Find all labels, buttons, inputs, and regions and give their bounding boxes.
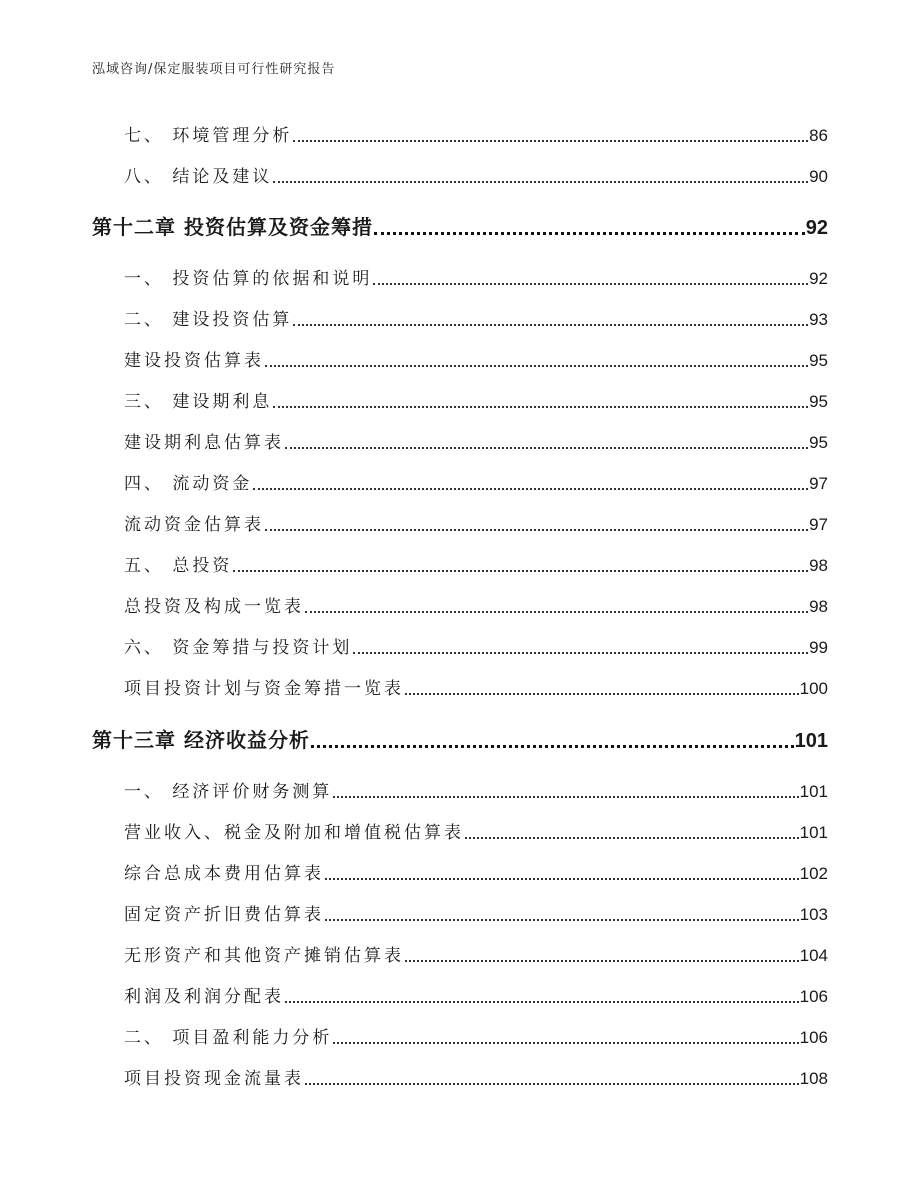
toc-leader-dots: [265, 528, 808, 531]
toc-entry-page: 95: [809, 392, 828, 411]
toc-entry-title: 七、 环境管理分析: [124, 126, 293, 146]
toc-entry-page: 103: [799, 905, 828, 924]
toc-leader-dots: [293, 323, 808, 326]
toc-leader-dots: [333, 795, 798, 798]
toc-entry-title: 三、 建设期利息: [124, 392, 273, 412]
toc-leader-dots: [285, 446, 808, 449]
toc-entry[interactable]: [124, 165, 828, 187]
toc-leader-dots: [325, 877, 799, 880]
toc-leader-dots: [273, 405, 808, 408]
toc-chapter-entry[interactable]: [92, 727, 828, 753]
toc-leader-dots: [253, 487, 808, 490]
toc-entry-title: 固定资产折旧费估算表: [124, 905, 324, 925]
toc-entry[interactable]: [124, 513, 828, 535]
toc-leader-dots: [293, 139, 808, 142]
toc-entry[interactable]: [124, 944, 828, 966]
toc-leader-dots: [325, 918, 799, 921]
toc-entry-page: 104: [799, 946, 828, 965]
toc-entry-page: 102: [799, 864, 828, 883]
toc-entry-page: 98: [809, 556, 828, 575]
toc-entry[interactable]: [124, 308, 828, 330]
toc-entry[interactable]: [124, 677, 828, 699]
toc-leader-dots: [405, 692, 799, 695]
toc-entry[interactable]: [124, 821, 828, 843]
toc-entry-title: 流动资金估算表: [124, 515, 264, 535]
page-header: 泓域咨询/保定服装项目可行性研究报告: [92, 62, 336, 77]
toc-entry-title: 一、 投资估算的依据和说明: [124, 269, 373, 289]
toc-chapter-entry[interactable]: [92, 214, 828, 240]
toc-entry-page: 95: [809, 351, 828, 370]
toc-leader-dots: [405, 959, 799, 962]
toc-entry-title: 第十三章 经济收益分析: [92, 728, 310, 752]
toc-entry-page: 90: [809, 167, 828, 186]
toc-entry-page: 101: [794, 730, 828, 752]
toc-entry[interactable]: [124, 985, 828, 1007]
toc-entry-page: 92: [805, 217, 828, 239]
toc-entry-page: 98: [809, 597, 828, 616]
toc-entry-title: 无形资产和其他资产摊销估算表: [124, 946, 404, 966]
toc-entry[interactable]: [124, 636, 828, 658]
toc-entry-title: 二、 项目盈利能力分析: [124, 1028, 333, 1048]
toc-entry-page: 108: [799, 1069, 828, 1088]
toc-entry-title: 项目投资现金流量表: [124, 1069, 304, 1089]
toc-entry-page: 99: [809, 638, 828, 657]
toc-entry[interactable]: [124, 431, 828, 453]
toc-leader-dots: [465, 836, 799, 839]
toc-leader-dots: [374, 231, 805, 235]
toc-entry-title: 一、 经济评价财务测算: [124, 782, 333, 802]
toc-leader-dots: [273, 180, 808, 183]
toc-entry-title: 利润及利润分配表: [124, 987, 284, 1007]
toc-entry-title: 建设期利息估算表: [124, 433, 284, 453]
toc-entry[interactable]: [124, 1026, 828, 1048]
toc-entry-title: 总投资及构成一览表: [124, 597, 304, 617]
toc-entry[interactable]: [124, 267, 828, 289]
toc-leader-dots: [311, 744, 794, 748]
toc-entry-page: 100: [799, 679, 828, 698]
toc-entry-page: 95: [809, 433, 828, 452]
toc-leader-dots: [305, 610, 808, 613]
toc-entry[interactable]: [124, 903, 828, 925]
toc-entry[interactable]: [124, 554, 828, 576]
toc-entry-title: 二、 建设投资估算: [124, 310, 293, 330]
toc-entry[interactable]: [124, 595, 828, 617]
toc-leader-dots: [285, 1000, 799, 1003]
toc-entry-page: 101: [799, 782, 828, 801]
toc-entry-page: 92: [809, 269, 828, 288]
toc-entry[interactable]: [124, 472, 828, 494]
toc-entry[interactable]: [124, 349, 828, 371]
toc-entry-title: 建设投资估算表: [124, 351, 264, 371]
toc-entry-page: 106: [799, 987, 828, 1006]
toc-entry[interactable]: [124, 124, 828, 146]
toc-entry-title: 项目投资计划与资金筹措一览表: [124, 679, 404, 699]
toc-entry-title: 八、 结论及建议: [124, 167, 273, 187]
toc-entry-page: 97: [809, 474, 828, 493]
toc-entry-title: 营业收入、税金及附加和增值税估算表: [124, 823, 464, 843]
toc-leader-dots: [373, 282, 808, 285]
toc-entry-page: 86: [809, 126, 828, 145]
toc-entry-page: 93: [809, 310, 828, 329]
toc-entry-title: 六、 资金筹措与投资计划: [124, 638, 353, 658]
toc-entry-title: 五、 总投资: [124, 556, 233, 576]
toc-leader-dots: [333, 1041, 798, 1044]
toc-leader-dots: [233, 569, 808, 572]
toc-entry[interactable]: [124, 862, 828, 884]
toc-entry-page: 101: [799, 823, 828, 842]
toc-entry[interactable]: [124, 390, 828, 412]
toc-entry-title: 第十二章 投资估算及资金筹措: [92, 215, 373, 239]
toc-leader-dots: [305, 1082, 799, 1085]
toc-leader-dots: [353, 651, 808, 654]
toc-entry-page: 97: [809, 515, 828, 534]
toc-entry-title: 综合总成本费用估算表: [124, 864, 324, 884]
toc-entry[interactable]: [124, 780, 828, 802]
toc-entry-page: 106: [799, 1028, 828, 1047]
toc-leader-dots: [265, 364, 808, 367]
toc-entry-title: 四、 流动资金: [124, 474, 253, 494]
toc-entry[interactable]: [124, 1067, 828, 1089]
